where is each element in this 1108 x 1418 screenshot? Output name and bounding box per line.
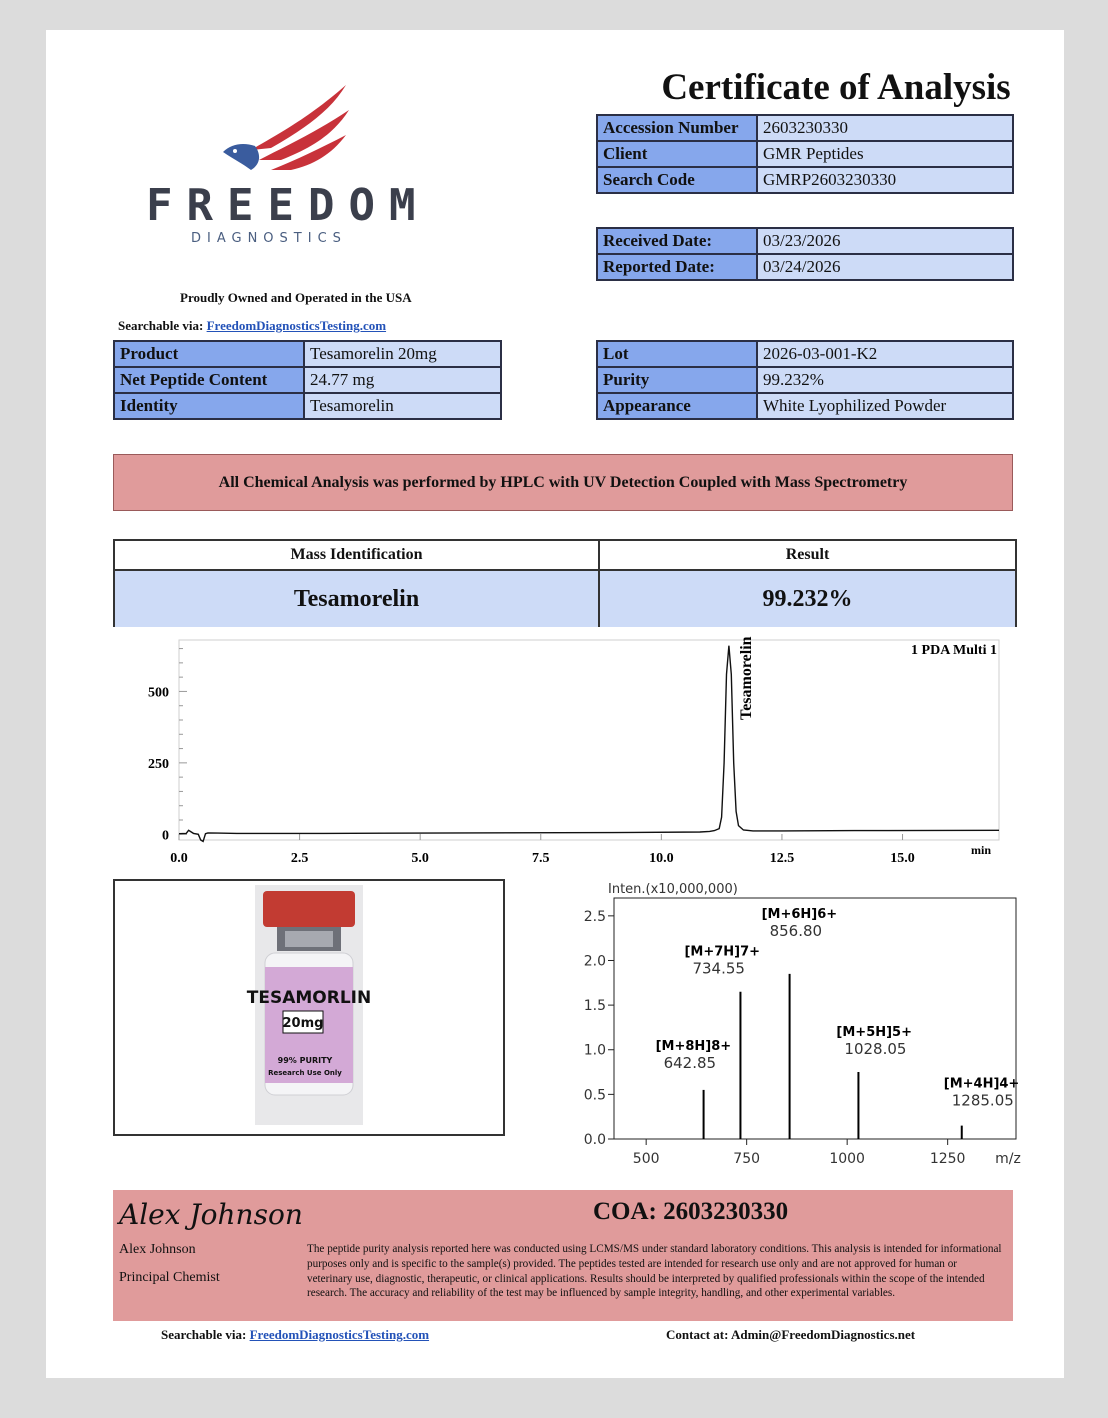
x-tick-label: 7.5 xyxy=(532,851,550,866)
ion-label: [M+8H]8+ xyxy=(655,1038,732,1054)
vial-dose: 20mg xyxy=(282,1016,324,1031)
info-value: GMRP2603230330 xyxy=(757,167,1013,193)
mass-spectrum xyxy=(526,876,1026,1166)
chart-title: 1 PDA Multi 1 xyxy=(911,643,997,658)
date-value: 03/23/2026 xyxy=(757,228,1013,254)
x-tick-label: 500 xyxy=(632,1151,660,1167)
date-label: Received Date: xyxy=(597,228,757,254)
table-row xyxy=(597,115,1013,141)
signature: Alex Johnson xyxy=(119,1198,303,1231)
bottom-search-link[interactable]: FreedomDiagnosticsTesting.com xyxy=(249,1327,430,1342)
dates-table xyxy=(596,227,1014,281)
logo-wordmark: FREEDOM xyxy=(146,180,430,231)
info-label: Search Code xyxy=(597,167,757,193)
ion-label: [M+7H]7+ xyxy=(684,944,761,960)
lot-label: Appearance xyxy=(597,393,757,419)
table-row xyxy=(597,141,1013,167)
product-label: Net Peptide Content xyxy=(114,367,304,393)
certificate-page xyxy=(46,30,1064,1378)
table-row xyxy=(597,254,1013,280)
mass-header: Mass Identification xyxy=(115,541,600,569)
product-label: Identity xyxy=(114,393,304,419)
table-row xyxy=(597,367,1013,393)
table-row xyxy=(114,367,501,393)
ion-label: [M+5H]5+ xyxy=(836,1025,913,1041)
y-tick-label: 0.0 xyxy=(583,1132,606,1148)
info-value: 2603230330 xyxy=(757,115,1013,141)
lot-value: White Lyophilized Powder xyxy=(757,393,1013,419)
ion-label: [M+4H]4+ xyxy=(943,1076,1020,1092)
vial-photo xyxy=(113,879,505,1136)
table-row xyxy=(114,393,501,419)
lot-table xyxy=(596,340,1014,420)
peak-label: Tesamorelin xyxy=(737,636,755,720)
page-title: Certificate of Analysis xyxy=(661,67,1011,108)
mass-value: Tesamorelin xyxy=(115,569,600,627)
y-tick-label: 2.5 xyxy=(583,908,606,925)
ion-label: [M+6H]6+ xyxy=(761,906,838,922)
searchable-link[interactable]: FreedomDiagnosticsTesting.com xyxy=(206,318,387,333)
info-value: GMR Peptides xyxy=(757,141,1013,167)
disclaimer: The peptide purity analysis reported here was conducted using LCMS/MS under standard laboratory conditions. This analysis is intended for informational purposes only and is specific to the sample(s) provided. The peptides tested are intended for research use only and are not approved for human or veterinary use, diagnostic, therapeutic, or clinical applications. Results should be interpreted by qualified professionals within the scope of the intended research. The accuracy and reliability of the test may be influenced by sample integrity, handling, and other experimental variables. xyxy=(307,1243,1002,1300)
analysis-banner: All Chemical Analysis was performed by HPLC with UV Detection Coupled with Mass Spectrometry xyxy=(113,454,1013,511)
mz-label: 642.85 xyxy=(663,1053,717,1072)
info-label: Accession Number xyxy=(597,115,757,141)
mz-label: 734.55 xyxy=(692,959,745,978)
result-value: 99.232% xyxy=(600,569,1015,627)
footer-signature-block xyxy=(113,1190,1013,1321)
product-label: Product xyxy=(114,341,304,367)
y-tick-label: 2.0 xyxy=(583,953,606,970)
logo-subtitle: DIAGNOSTICS xyxy=(191,231,347,246)
mz-label: 1285.05 xyxy=(951,1091,1014,1110)
vial-note: Research Use Only xyxy=(268,1069,342,1077)
x-tick-label: 1000 xyxy=(829,1151,865,1167)
chart-title: Inten.(x10,000,000) xyxy=(608,882,738,897)
x-tick-label: 1250 xyxy=(929,1151,966,1167)
signer-role: Principal Chemist xyxy=(119,1270,220,1285)
table-row xyxy=(114,341,501,367)
table-row xyxy=(597,341,1013,367)
x-tick-label: 10.0 xyxy=(649,851,674,866)
coa-number: COA: 2603230330 xyxy=(593,1198,789,1225)
x-tick-label: 0.0 xyxy=(170,851,188,866)
table-row xyxy=(597,393,1013,419)
proud-line: Proudly Owned and Operated in the USA xyxy=(180,290,412,305)
vial-icon xyxy=(246,885,372,1125)
hplc-chromatogram xyxy=(136,638,1016,878)
chromatogram-trace xyxy=(179,646,999,842)
signer-name: Alex Johnson xyxy=(119,1242,196,1257)
result-header: Result xyxy=(600,541,1015,569)
mz-label: 856.80 xyxy=(769,921,823,940)
y-tick-label: 250 xyxy=(148,756,169,772)
y-tick-label: 1.5 xyxy=(583,998,606,1015)
contact-line: Contact at: Admin@FreedomDiagnostics.net xyxy=(666,1327,916,1342)
table-row xyxy=(597,167,1013,193)
info-label: Client xyxy=(597,141,757,167)
searchable-line xyxy=(118,318,386,334)
product-table xyxy=(113,340,502,420)
mz-label: 1028.05 xyxy=(844,1040,907,1059)
lot-label: Purity xyxy=(597,367,757,393)
x-axis-label: min xyxy=(970,843,991,857)
product-value: 24.77 mg xyxy=(304,367,501,393)
header-info-table xyxy=(596,114,1014,194)
x-tick-label: 15.0 xyxy=(890,851,915,866)
bottom-search xyxy=(161,1327,429,1343)
searchable-label: Searchable via: xyxy=(118,318,204,333)
product-value: Tesamorelin 20mg xyxy=(304,341,501,367)
eagle-flag-logo-icon xyxy=(221,80,356,170)
lot-value: 99.232% xyxy=(757,367,1013,393)
vial-brand: TESAMORLIN xyxy=(246,988,372,1008)
x-tick-label: 5.0 xyxy=(411,851,429,866)
lot-label: Lot xyxy=(597,341,757,367)
y-tick-label: 0 xyxy=(162,828,169,844)
y-tick-label: 1.0 xyxy=(583,1042,606,1059)
x-tick-label: 2.5 xyxy=(290,851,309,866)
vial-purity: 99% PURITY xyxy=(277,1056,333,1065)
y-tick-label: 0.5 xyxy=(583,1087,606,1104)
plot-frame xyxy=(179,640,999,840)
y-tick-label: 500 xyxy=(148,685,169,701)
date-value: 03/24/2026 xyxy=(757,254,1013,280)
x-tick-label: 12.5 xyxy=(769,851,795,866)
mass-identification-table xyxy=(113,539,1017,627)
product-value: Tesamorelin xyxy=(304,393,501,419)
lot-value: 2026-03-001-K2 xyxy=(757,341,1013,367)
date-label: Reported Date: xyxy=(597,254,757,280)
table-row xyxy=(597,228,1013,254)
x-axis-label: m/z xyxy=(995,1151,1021,1167)
x-tick-label: 750 xyxy=(733,1151,761,1167)
bottom-search-label: Searchable via: xyxy=(161,1327,247,1342)
